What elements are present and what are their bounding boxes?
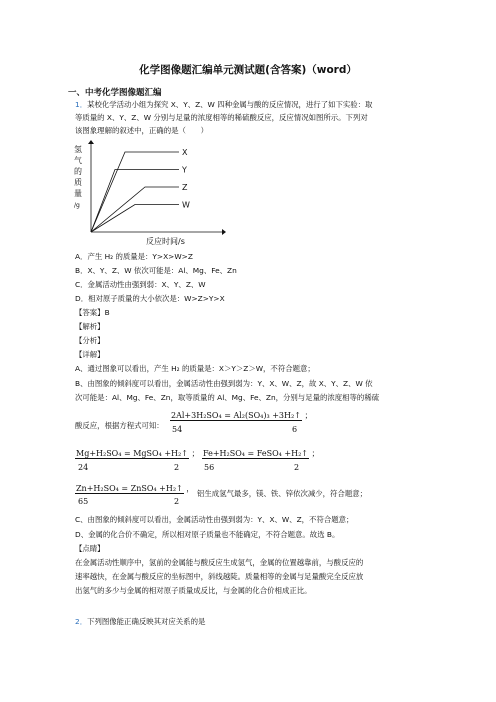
q1-line-1	[75, 99, 372, 110]
x-axis-label: 反应时间/s	[146, 237, 185, 246]
series-label-z: Z	[182, 183, 188, 192]
equation-mg-left-num: 24	[78, 463, 89, 472]
ylabel-char: 氢	[74, 145, 82, 154]
option-d: D．相对原子质量的大小依次是：W>Z>Y>X	[75, 294, 225, 303]
equation-fe-right-num: 2	[294, 463, 300, 472]
series-label-x: X	[182, 148, 188, 157]
hydrogen-mass-graph	[74, 140, 234, 248]
equation-zn-right-num: 2	[174, 497, 180, 506]
series-label-w: W	[182, 200, 190, 210]
q2-stem: 下列图像能正确反映其对应关系的是	[87, 617, 206, 626]
option-a: A．产生 H₂ 的质量是：Y>X>W>Z	[75, 252, 193, 261]
series-line-w	[91, 205, 179, 233]
equation-zn-formula: Zn+H₂SO₄ = ZnSO₄ +H₂↑	[76, 484, 183, 493]
answer: 【答案】B	[75, 308, 110, 317]
equation-fe-left-num: 56	[204, 463, 215, 472]
option-c: C．金属活动性由强到弱：X、Y、Z、W	[75, 280, 206, 289]
tip-line-1: 在金属活动性顺序中，氢前的金属能与酸反应生成氢气，金属的位置越靠前，与酸反应的	[75, 558, 364, 567]
equation-al	[170, 411, 312, 421]
equation-al-left-num: 54	[172, 425, 183, 434]
equation-conclusion: 铝生成氢气最多，镁、铁、锌依次减少，符合题意；	[197, 489, 367, 498]
equation-fe-sep: ；	[311, 449, 320, 458]
series-label-y: Y	[182, 165, 187, 175]
ylabel-char: 量	[74, 189, 82, 198]
fenxi-tag: 【分析】	[75, 336, 105, 345]
q1-stem-1: 某校化学活动小组为探究 X、Y、Z、W 四种金属与酸的反应情况，进行了如下实验：取	[87, 100, 373, 109]
equation-al-formula: 2Al+3H₂SO₄ = Al₂(SO₄)₃ +3H₂↑	[171, 411, 301, 420]
q1-number: 1．	[75, 100, 88, 109]
series-line-z	[91, 187, 179, 232]
option-b: B．X、Y、Z、W 依次可能是：Al、Mg、Fe、Zn	[75, 266, 237, 275]
q1-stem-3: 该图象理解的叙述中，正确的是（ ）	[75, 126, 209, 135]
y-axis-arrow	[88, 140, 94, 144]
ylabel-char: 的	[74, 167, 82, 176]
equation-fe	[202, 449, 320, 459]
equation-zn-left-num: 65	[78, 497, 89, 506]
equation-mg-right-num: 2	[174, 463, 180, 472]
q2-line	[75, 616, 205, 627]
xiangjie-tag: 【详解】	[75, 350, 105, 359]
document-title: 化学图像题汇编单元测试题(含答案)（word）	[139, 64, 357, 76]
equation-mg-sep: ；	[191, 449, 200, 458]
q2-number: 2．	[75, 617, 88, 626]
detail-c: C、由图象的倾斜度可以看出，金属活动性由强到弱为：Y、X、W、Z，不符合题意；	[75, 515, 354, 524]
equation-mg	[75, 449, 199, 459]
equation-fe-formula: Fe+H₂SO₄ = FeSO₄ +H₂↑	[203, 449, 308, 458]
detail-a: A、通过图象可以看出，产生 H₂ 的质量是：X＞Y＞Z＞W，不符合题意；	[75, 364, 315, 373]
section-heading: 一、中考化学图像题汇编	[68, 88, 162, 98]
equation-zn-sep: ，	[186, 484, 195, 493]
x-axis-arrow	[222, 229, 226, 235]
detail-b-2: 次可能是：Al、Mg、Fe、Zn，取等质量的 Al、Mg、Fe、Zn，分别与足量的浓度相等的稀硫	[75, 393, 380, 402]
ylabel-char: 气	[74, 156, 82, 165]
dianjing-tag: 【点睛】	[75, 544, 105, 553]
equation-al-sep: ；	[304, 411, 313, 420]
tip-line-3: 出氢气的多少与金属的相对原子质量成反比，与金属的化合价相成正比。	[75, 586, 312, 595]
ylabel-unit: /g	[74, 202, 80, 209]
equation-zn	[75, 484, 194, 494]
ylabel-char: 质	[74, 178, 82, 187]
equation-mg-formula: Mg+H₂SO₄ = MgSO₄ +H₂↑	[76, 449, 188, 458]
equation-al-right-num: 6	[292, 425, 298, 434]
tip-line-2: 速率越快，在金属与酸反应的坐标图中，斜线越陡。质量相等的金属与足量酸完全反应放	[75, 572, 364, 581]
jiexi-tag: 【解析】	[75, 322, 105, 331]
series-line-x	[91, 152, 179, 232]
detail-b-1: B、由图象的倾斜度可以看出，金属活动性由强到弱为：Y、X、W、Z，故 X、Y、Z、W 依	[75, 379, 373, 388]
detail-d: D、金属的化合价不确定，所以相对原子质量也不能确定，不符合题意。故选 B。	[75, 530, 340, 539]
detail-b-3: 酸反应，根据方程式可知：	[75, 421, 164, 430]
q1-stem-2: 等质量的 X、Y、Z、W 分别与足量的浓度相等的稀硫酸反应，反应情况如图所示。下列对	[75, 113, 368, 122]
